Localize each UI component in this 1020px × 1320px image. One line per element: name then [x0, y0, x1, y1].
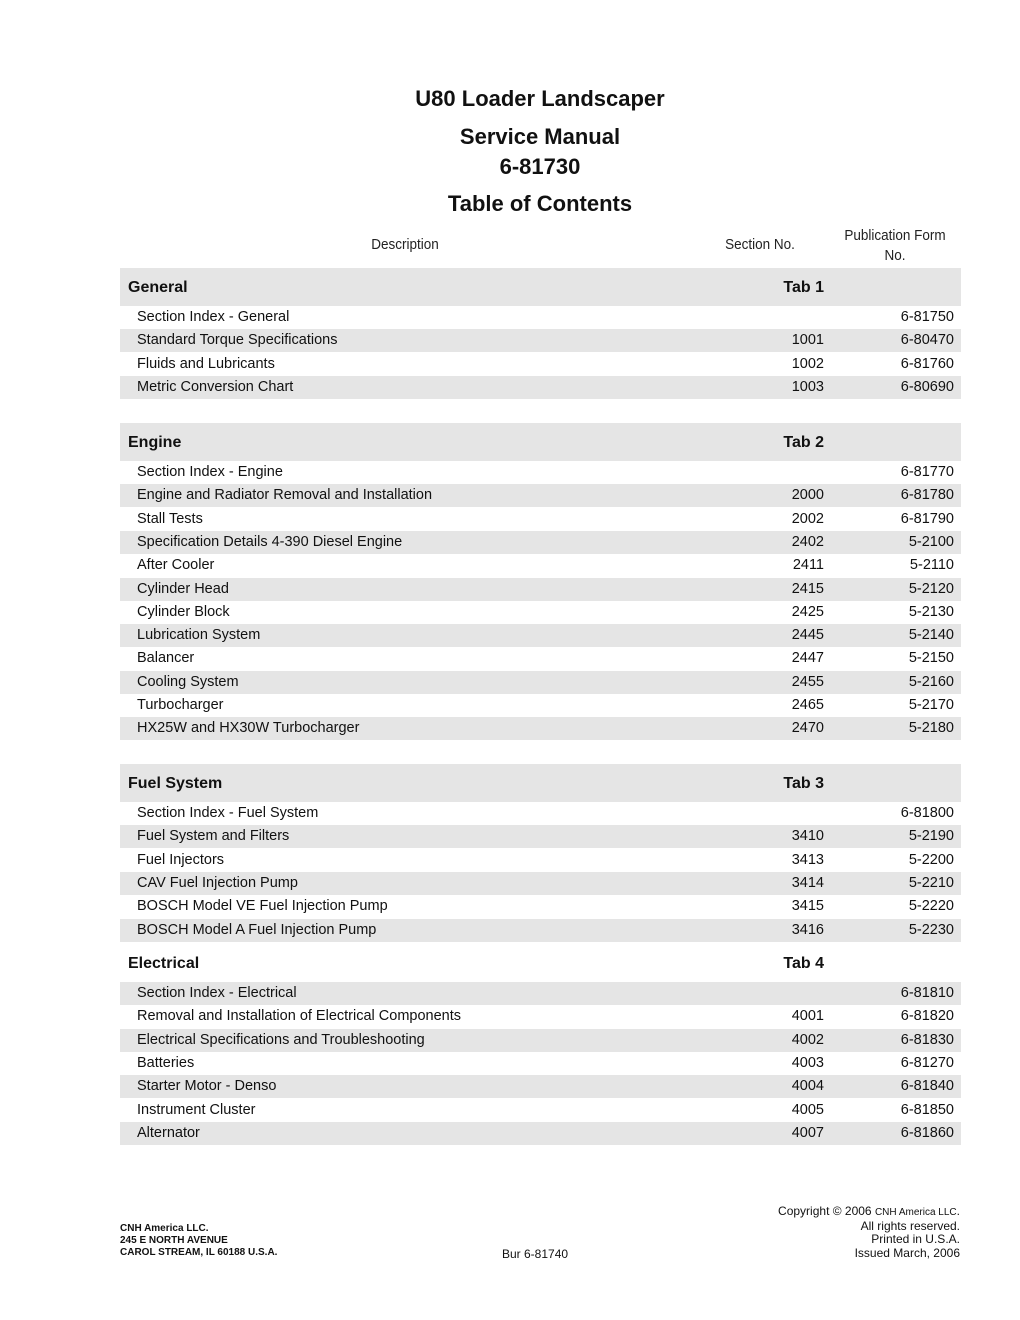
- row-section-no: 3414: [791, 874, 824, 891]
- company-address: [120, 1223, 277, 1259]
- row-section-no: 1001: [791, 332, 824, 349]
- bur-number: Bur 6-81740: [502, 1247, 569, 1261]
- row-publication-no: 5-2220: [908, 898, 954, 915]
- row-description: Cylinder Head: [137, 580, 229, 597]
- row-description: Fuel System and Filters: [137, 828, 290, 845]
- row-description: Section Index - Engine: [137, 464, 283, 480]
- row-publication-no: 6-81790: [900, 510, 954, 527]
- row-description: Fuel Injectors: [137, 851, 225, 868]
- row-publication-no: 6-81770: [900, 464, 954, 480]
- row-description: Metric Conversion Chart: [137, 378, 294, 395]
- row-description: Specification Details 4-390 Diesel Engine: [137, 533, 403, 550]
- toc-row: [120, 1029, 961, 1052]
- row-description: BOSCH Model VE Fuel Injection Pump: [137, 898, 388, 915]
- row-section-no: 2465: [791, 697, 824, 713]
- row-description: Section Index - Electrical: [137, 985, 297, 1001]
- manual-subtitle: Service Manual: [459, 124, 621, 149]
- row-description: HX25W and HX30W Turbocharger: [137, 720, 360, 737]
- row-publication-no: 5-2210: [908, 874, 954, 891]
- row-publication-no: 5-2170: [908, 697, 954, 713]
- issued-line: Issued March, 2006: [854, 1245, 960, 1260]
- row-description: Engine and Radiator Removal and Installation: [137, 487, 433, 504]
- row-section-no: 2000: [791, 487, 824, 504]
- row-description: Cylinder Block: [137, 603, 230, 620]
- row-publication-no: 6-80470: [900, 332, 954, 349]
- row-description: CAV Fuel Injection Pump: [137, 874, 298, 891]
- copyright-line: [778, 1205, 960, 1220]
- row-publication-no: 5-2110: [909, 557, 954, 574]
- copyright-prefix: Copyright © 2006: [778, 1204, 875, 1218]
- row-section-no: 4007: [791, 1124, 824, 1141]
- toc-row: [120, 554, 961, 577]
- toc-row: [120, 694, 961, 717]
- row-publication-no: 6-81800: [900, 805, 954, 821]
- row-description: Fluids and Lubricants: [137, 355, 275, 372]
- row-publication-no: 5-2120: [908, 580, 954, 597]
- row-publication-no: 5-2100: [908, 533, 954, 550]
- manual-title: U80 Loader Landscaper: [415, 86, 665, 111]
- toc-row: [120, 919, 961, 942]
- row-publication-no: 5-2130: [908, 603, 954, 620]
- pub-form-line1: Publication Form: [844, 227, 946, 244]
- section-header: [120, 423, 961, 461]
- row-publication-no: 5-2180: [908, 720, 954, 737]
- row-publication-no: 5-2200: [908, 851, 954, 868]
- section-name: Fuel System: [128, 775, 223, 792]
- row-publication-no: 5-2190: [908, 828, 954, 845]
- company-street: 245 E NORTH AVENUE: [120, 1235, 228, 1246]
- row-section-no: 3413: [791, 851, 824, 868]
- toc-row: [120, 624, 961, 647]
- row-publication-no: 6-81830: [900, 1031, 954, 1048]
- toc-row: [120, 1122, 961, 1145]
- toc-row: [120, 647, 961, 670]
- row-section-no: 4001: [791, 1008, 824, 1025]
- row-section-no: 2455: [791, 673, 824, 690]
- manual-number: 6-81730: [499, 154, 581, 179]
- toc-row: [120, 353, 961, 376]
- section-tab: Tab 4: [783, 955, 824, 972]
- row-publication-no: 6-81750: [900, 309, 954, 325]
- toc-row: [120, 1005, 961, 1028]
- toc-row: [120, 895, 961, 918]
- row-description: Turbocharger: [137, 697, 224, 713]
- row-description: BOSCH Model A Fuel Injection Pump: [137, 921, 377, 938]
- row-section-no: 2425: [791, 603, 824, 620]
- row-publication-no: 6-81850: [900, 1101, 954, 1118]
- row-description: Removal and Installation of Electrical Components: [137, 1008, 461, 1025]
- toc-row: [120, 1099, 961, 1122]
- copyright-company: CNH America LLC: [874, 1207, 957, 1218]
- row-section-no: 2002: [791, 510, 824, 527]
- toc-row: [120, 376, 961, 399]
- toc-row: [120, 802, 961, 825]
- row-publication-no: 6-81810: [900, 985, 954, 1001]
- row-publication-no: 5-2230: [908, 921, 954, 938]
- row-section-no: 4002: [791, 1031, 824, 1048]
- toc-row: [120, 484, 961, 507]
- row-section-no: 2470: [791, 720, 824, 737]
- row-section-no: 1003: [791, 378, 824, 395]
- row-description: Stall Tests: [137, 510, 203, 527]
- section-name: Engine: [128, 434, 182, 451]
- toc-row: [120, 329, 961, 352]
- row-publication-no: 6-81270: [900, 1054, 954, 1071]
- row-description: Cooling System: [137, 673, 239, 690]
- toc-row: [120, 1052, 961, 1075]
- company-name: CNH America LLC.: [120, 1223, 209, 1234]
- row-publication-no: 6-81780: [900, 487, 954, 504]
- section-header: [120, 268, 961, 306]
- toc-row: [120, 601, 961, 624]
- row-section-no: 4003: [791, 1054, 824, 1071]
- row-section-no: 1002: [791, 355, 824, 372]
- row-section-no: 3415: [791, 898, 824, 915]
- toc-row: [120, 306, 961, 329]
- toc-row: [120, 671, 961, 694]
- row-description: After Cooler: [137, 557, 215, 574]
- row-description: Instrument Cluster: [137, 1101, 256, 1118]
- printed-line: Printed in U.S.A.: [871, 1232, 960, 1246]
- company-city: CAROL STREAM, IL 60188 U.S.A.: [120, 1247, 278, 1258]
- section-name: Electrical: [128, 955, 200, 972]
- row-section-no: 2447: [791, 650, 824, 667]
- column-header-section-no: Section No.: [725, 236, 795, 253]
- row-description: Starter Motor - Denso: [137, 1078, 277, 1095]
- row-section-no: 4004: [791, 1078, 824, 1095]
- row-publication-no: 5-2160: [908, 673, 954, 690]
- toc-row: [120, 508, 961, 531]
- column-header-description: Description: [371, 236, 439, 253]
- row-description: Electrical Specifications and Troubleshooting: [137, 1031, 425, 1048]
- row-publication-no: 6-81820: [900, 1008, 954, 1025]
- copyright-block: [778, 1205, 960, 1260]
- row-publication-no: 6-81840: [900, 1078, 954, 1095]
- row-publication-no: 5-2140: [908, 627, 954, 644]
- row-description: Section Index - Fuel System: [137, 805, 319, 821]
- row-section-no: 2411: [792, 557, 824, 574]
- copyright-suffix: .: [956, 1204, 960, 1218]
- toc-row: [120, 872, 961, 895]
- row-description: Section Index - General: [137, 309, 290, 325]
- toc-row: [120, 1075, 961, 1098]
- section-tab: Tab 1: [783, 279, 824, 296]
- section-header: [120, 764, 961, 802]
- section-name: General: [128, 279, 188, 296]
- column-header-publication-form: [837, 226, 954, 266]
- section-header: [120, 944, 961, 982]
- row-section-no: 3416: [791, 921, 824, 938]
- row-description: Balancer: [137, 650, 195, 667]
- pub-form-line2: No.: [884, 247, 906, 264]
- row-description: Batteries: [137, 1054, 195, 1071]
- toc-title: Table of Contents: [447, 191, 633, 216]
- toc-row: [120, 578, 961, 601]
- row-publication-no: 6-81760: [900, 355, 954, 372]
- row-publication-no: 6-80690: [900, 378, 954, 395]
- toc-row: [120, 717, 961, 740]
- section-tab: Tab 2: [783, 434, 824, 451]
- row-section-no: 2402: [791, 533, 824, 550]
- row-description: Alternator: [137, 1124, 200, 1141]
- toc-row: [120, 461, 961, 484]
- row-section-no: 3410: [791, 828, 824, 845]
- toc-row: [120, 849, 961, 872]
- row-section-no: 2445: [791, 627, 824, 644]
- row-publication-no: 5-2150: [908, 650, 954, 667]
- row-description: Standard Torque Specifications: [137, 332, 338, 349]
- rights-line: All rights reserved.: [860, 1218, 960, 1233]
- toc-row: [120, 531, 961, 554]
- row-section-no: 4005: [791, 1101, 824, 1118]
- toc-row: [120, 825, 961, 848]
- row-section-no: 2415: [791, 580, 824, 597]
- row-publication-no: 6-81860: [900, 1124, 954, 1141]
- toc-row: [120, 982, 961, 1005]
- row-description: Lubrication System: [137, 627, 261, 644]
- section-tab: Tab 3: [783, 775, 824, 792]
